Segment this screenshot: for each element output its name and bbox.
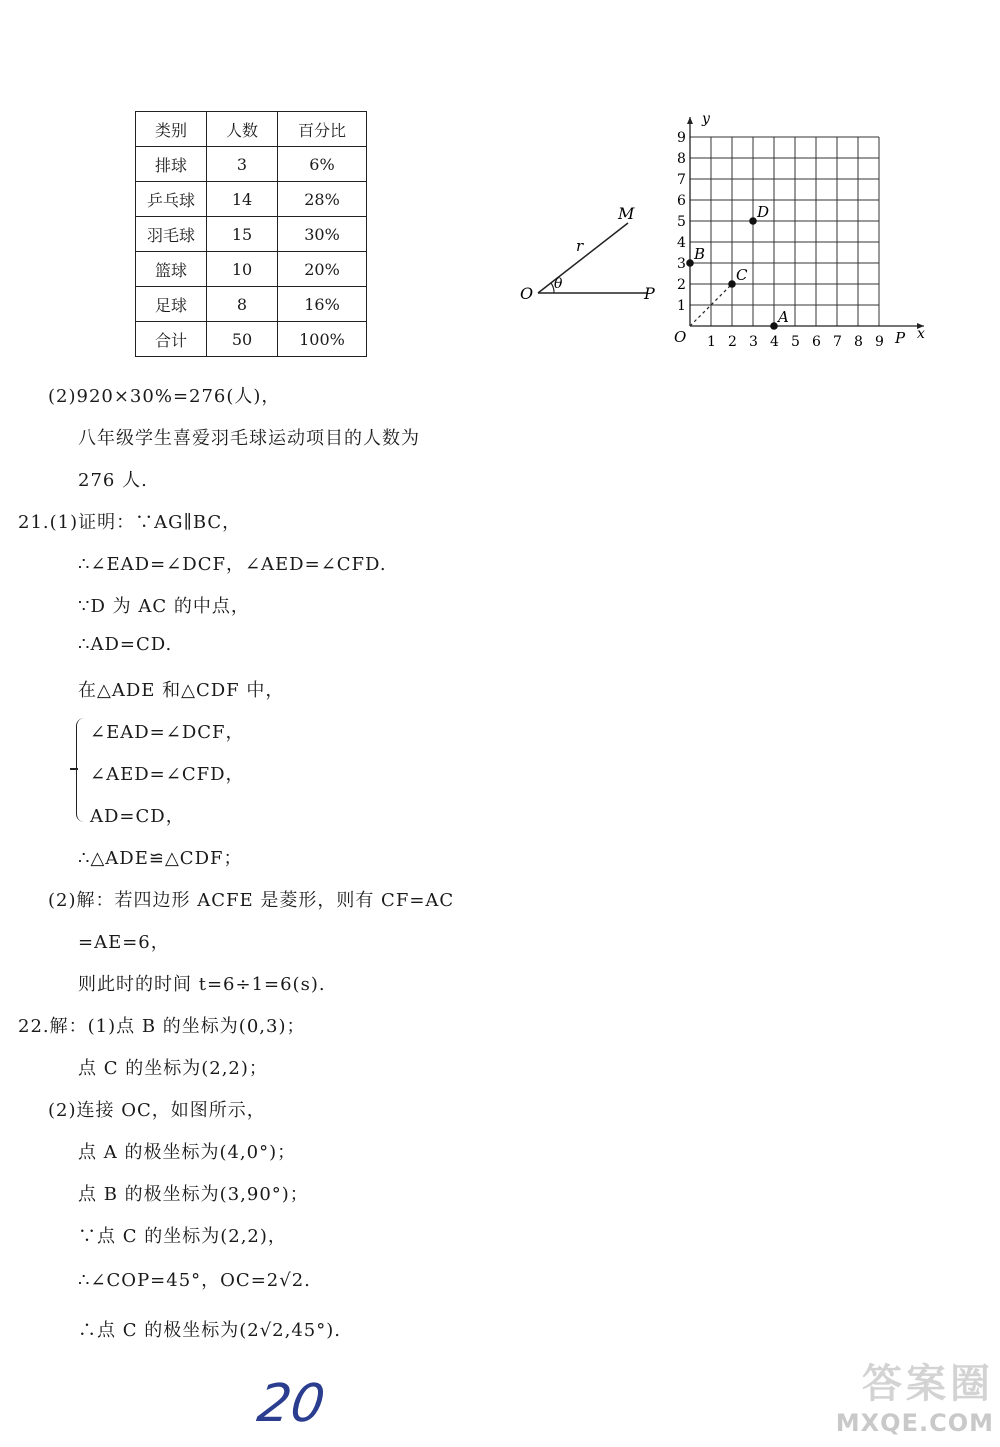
table-cell: 6% <box>278 147 367 182</box>
y-tick-label: 8 <box>677 151 686 167</box>
grid-lines <box>690 137 879 326</box>
origin-label: O <box>674 328 687 346</box>
y-tick-label: 5 <box>677 214 686 230</box>
table-cell: 羽毛球 <box>136 217 207 252</box>
y-tick-label: 9 <box>677 130 686 146</box>
table-row <box>136 252 367 287</box>
watermark-url: MXQE.COM <box>835 1409 994 1437</box>
y-axis-arrow <box>687 117 693 124</box>
x-tick-label: 5 <box>791 334 800 350</box>
text-line: 点 C 的坐标为(2,2)； <box>78 1058 268 1079</box>
table-cell: 14 <box>207 182 278 217</box>
table-cell: 篮球 <box>136 252 207 287</box>
ray-om <box>538 223 628 293</box>
table-row <box>136 287 367 322</box>
table-header-cell: 人数 <box>207 112 278 147</box>
table-cell: 8 <box>207 287 278 322</box>
x-axis-label: x <box>917 326 925 342</box>
point-label: C <box>736 266 748 284</box>
table-cell: 16% <box>278 287 367 322</box>
text-line: (2)解：若四边形 ACFE 是菱形，则有 CF=AC <box>48 890 455 911</box>
point-c <box>728 280 736 288</box>
y-tick-label: 2 <box>677 277 686 293</box>
axis-p-label: P <box>895 329 906 347</box>
x-tick-label: 1 <box>707 334 716 350</box>
text-line: ∴△ADE≌△CDF； <box>78 848 243 869</box>
table-cell: 15 <box>207 217 278 252</box>
text-line: ∠EAD=∠DCF， <box>90 722 245 743</box>
coordinate-grid-figure <box>670 100 945 350</box>
y-tick-label: 1 <box>677 298 686 314</box>
text-line: 276 人. <box>78 470 148 491</box>
label-p: P <box>644 284 655 303</box>
text-line: 则此时的时间 t=6÷1=6(s). <box>78 974 326 995</box>
text-line: (2)连接 OC，如图所示， <box>48 1100 266 1121</box>
x-tick-label: 4 <box>770 334 779 350</box>
system-brace <box>76 718 87 822</box>
table-header-row <box>136 112 367 147</box>
handwritten-page-number: 20 <box>253 1374 329 1434</box>
text-line: ∠AED=∠CFD， <box>90 764 245 785</box>
x-tick-label: 7 <box>833 334 842 350</box>
x-tick-label: 3 <box>749 334 758 350</box>
table-cell: 排球 <box>136 147 207 182</box>
point-label: B <box>694 245 706 263</box>
text-line: ∴∠EAD=∠DCF，∠AED=∠CFD. <box>78 554 387 575</box>
table-cell: 乒乓球 <box>136 182 207 217</box>
table-cell: 10 <box>207 252 278 287</box>
x-tick-label: 6 <box>812 334 821 350</box>
table-header-cell: 类别 <box>136 112 207 147</box>
table-cell: 合计 <box>136 322 207 357</box>
table-cell: 足球 <box>136 287 207 322</box>
table-cell: 28% <box>278 182 367 217</box>
table-row <box>136 182 367 217</box>
text-line: =AE=6， <box>78 932 170 953</box>
table-cell: 20% <box>278 252 367 287</box>
point-d <box>749 217 757 225</box>
label-o: O <box>520 284 534 303</box>
table-cell: 100% <box>278 322 367 357</box>
label-theta: θ <box>554 276 563 292</box>
x-tick-label: 8 <box>854 334 863 350</box>
system-brace-tip <box>70 768 78 770</box>
text-line: 22.解：(1)点 B 的坐标为(0,3)； <box>18 1016 306 1037</box>
y-tick-label: 6 <box>677 193 686 209</box>
y-tick-label: 3 <box>677 256 686 272</box>
text-line: ∵点 C 的坐标为(2,2)， <box>78 1226 287 1247</box>
text-line: 点 B 的极坐标为(3,90°)； <box>78 1184 309 1205</box>
table-cell: 50 <box>207 322 278 357</box>
text-line: 21.(1)证明：∵AG∥BC， <box>18 512 242 533</box>
y-tick-label: 4 <box>677 235 686 251</box>
x-tick-label: 2 <box>728 334 737 350</box>
text-line: ∴AD=CD. <box>78 634 173 655</box>
table-cell: 3 <box>207 147 278 182</box>
x-tick-label: 9 <box>875 334 884 350</box>
text-line: AD=CD， <box>90 806 185 827</box>
table-header-cell: 百分比 <box>278 112 367 147</box>
text-line: ∴∠COP=45°，OC=2√2. <box>78 1270 311 1291</box>
text-line: 八年级学生喜爱羽毛球运动项目的人数为 <box>78 428 420 449</box>
text-line: ∵D 为 AC 的中点， <box>78 596 250 617</box>
watermark-logo-text: 答案圈 <box>862 1361 994 1407</box>
y-tick-label: 7 <box>677 172 686 188</box>
table-row <box>136 147 367 182</box>
table-cell: 30% <box>278 217 367 252</box>
table-row <box>136 217 367 252</box>
watermark <box>836 1352 994 1437</box>
text-line: (2)920×30%=276(人)， <box>48 386 281 407</box>
point-label: D <box>757 203 770 221</box>
point-b <box>686 259 694 267</box>
table-row <box>136 322 367 357</box>
tick-labels <box>674 111 925 350</box>
label-r: r <box>576 237 584 255</box>
text-line: 在△ADE 和△CDF 中， <box>78 680 285 701</box>
angle-figure <box>510 195 670 310</box>
label-m: M <box>618 204 635 223</box>
point-label: A <box>778 308 789 326</box>
statistics-table <box>135 111 367 357</box>
axes <box>687 117 924 329</box>
text-line: 点 A 的极坐标为(4,0°)； <box>78 1142 297 1163</box>
y-axis-label: y <box>702 111 710 127</box>
text-line: ∴点 C 的极坐标为(2√2,45°). <box>78 1320 341 1341</box>
point-a <box>770 322 778 330</box>
